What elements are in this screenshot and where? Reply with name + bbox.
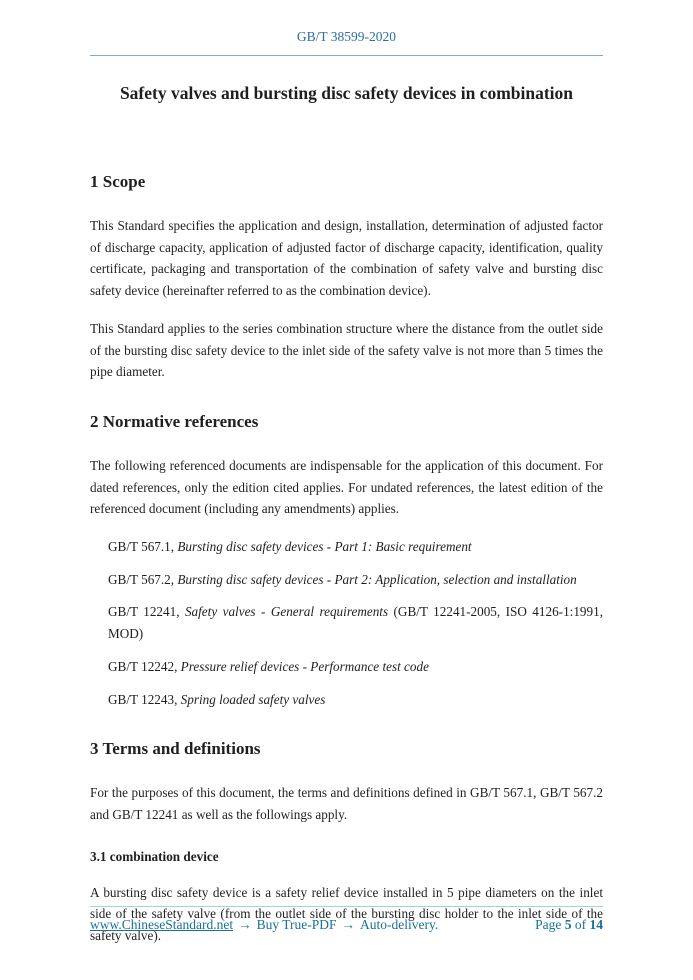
reference-title: Pressure relief devices - Performance test code (180, 658, 429, 674)
header-divider (90, 55, 603, 56)
section-heading-terms-definitions: 3 Terms and definitions (90, 739, 261, 759)
reference-suffix: (GB/T 12241-2005, ISO 4126-1:1991, MOD) (108, 604, 604, 642)
arrow-right-icon: → (238, 917, 252, 932)
footer-delivery-text: Auto-delivery. (360, 917, 439, 932)
reference-code: GB/T 567.1, (108, 539, 178, 555)
reference-title: Safety valves - General requirements (184, 604, 389, 620)
document-title: Safety valves and bursting disc safety devices in combination (119, 83, 574, 103)
page-of-label: of (574, 917, 587, 932)
term-heading-combination-device: 3.1 combination device (90, 848, 219, 864)
page-footer (90, 906, 603, 933)
footer-page-indicator (535, 916, 603, 933)
section-heading-normative-references: 2 Normative references (90, 411, 259, 431)
page-label: Page (535, 917, 562, 932)
page-total-number: 14 (589, 917, 603, 932)
header-doc-number: GB/T 38599-2020 (296, 29, 397, 44)
terms-intro-paragraph: For the purposes of this document, the terms and definitions defined in GB/T 567.1, GB/T 567.2 and GB/T 12241 as well as the followings apply. (90, 785, 603, 822)
reference-title: Spring loaded safety valves (180, 691, 326, 707)
reference-item (90, 656, 603, 678)
reference-code: GB/T 12242, (108, 658, 181, 674)
reference-code: GB/T 12241, (108, 604, 185, 620)
term-definition-paragraph: A bursting disc safety device is a safety relief device installed in 5 pipe diameters on the inlet side of the safety valve (from the outlet side of the bursting disc holder to the inlet side of the safety valve). (90, 884, 603, 944)
reference-code: GB/T 567.2, (108, 571, 178, 587)
page-current-number: 5 (564, 917, 572, 932)
reference-title: Bursting disc safety devices - Part 1: Basic requirement (177, 539, 472, 555)
reference-code: GB/T 12243, (108, 691, 181, 707)
scope-paragraph-2: This Standard applies to the series combination structure where the distance from the outlet side of the bursting disc safety device to the inlet side of the safety valve is not more than 5 times the pipe diameter. (90, 320, 603, 380)
scope-paragraph-1: This Standard specifies the application and design, installation, determination of adjusted factor of discharge capacity, application of adjusted factor of discharge capacity, identification, quality certificate, packaging and transportation of the combination of safety valve and bursting disc safety device (hereinafter referred to as the combination device). (90, 218, 603, 299)
section-heading-scope: 1 Scope (90, 172, 146, 191)
reference-title: Bursting disc safety devices - Part 2: Application, selection and installation (177, 571, 577, 587)
footer-website-link[interactable]: www.ChineseStandard.net (90, 917, 234, 932)
footer-left (90, 916, 438, 933)
footer-buy-text: Buy True-PDF (256, 917, 337, 932)
reference-item (90, 689, 603, 711)
reference-item (90, 569, 603, 591)
reference-item (90, 536, 603, 558)
normative-intro-paragraph: The following referenced documents are indispensable for the application of this document. For dated references, only the edition cited applies. For undated references, the latest edition of the referenced document (including any amendments) applies. (90, 457, 603, 517)
reference-item (90, 601, 603, 644)
arrow-right-icon: → (341, 917, 356, 932)
